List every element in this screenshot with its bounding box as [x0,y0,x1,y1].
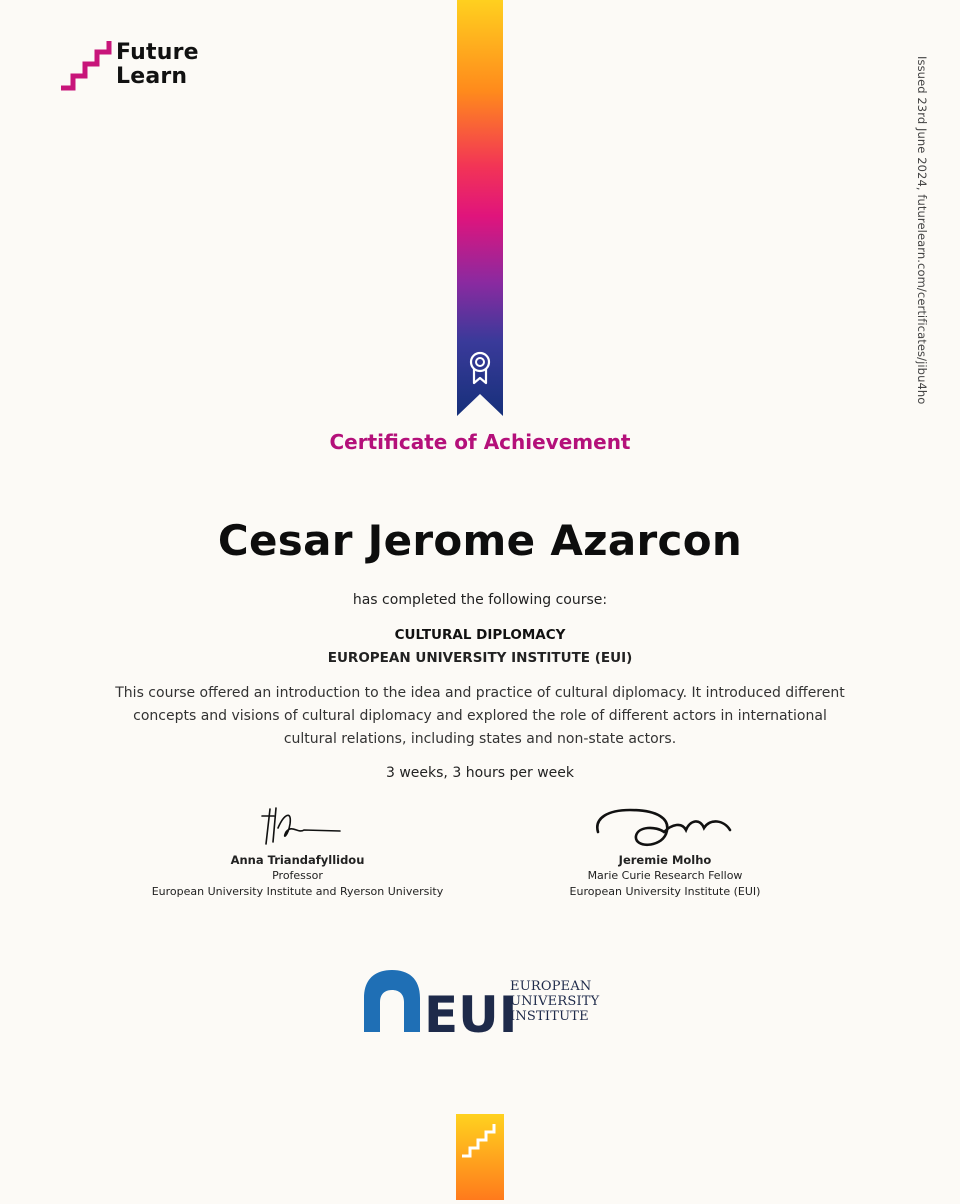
recipient-name: Cesar Jerome Azarcon [217,516,743,565]
issued-note: Issued 23rd June 2024, futurelearn.com/certificates/jibu4ho [915,56,929,405]
signatory-org: European University Institute and Ryerson University [151,885,444,898]
certificate-title: Certificate of Achievement [329,430,631,454]
award-medal-icon [467,350,493,386]
logo-text [116,41,199,89]
eui-logo [362,968,600,1044]
signatory-left [140,798,455,900]
course-description: This course offered an introduction to the idea and practice of cultural diplomacy. It introduced different concepts and visions of cultural diplomacy and explored the role of different actors in international cultural relations, including states and non-state actors. [115,685,845,747]
signatory-role: Marie Curie Research Fellow [587,869,743,882]
logo-line-2: Learn [116,64,188,89]
eui-wordmark [510,979,599,1024]
signatory-name: Anna Triandafyllidou [230,853,365,867]
signature-jeremie [540,798,790,850]
completed-text: has completed the following course: [352,592,608,608]
eui-mark-text: EUI [424,986,518,1044]
signatory-org: European University Institute (EUI) [569,885,761,898]
logo-line-1: Future [116,40,199,65]
signatory-role: Professor [272,869,323,882]
signatory-right [540,798,790,900]
eui-line-2: UNIVERSITY [510,993,600,1009]
course-provider: EUROPEAN UNIVERSITY INSTITUTE (EUI) [327,650,633,666]
course-duration: 3 weeks, 3 hours per week [386,765,574,781]
eui-mark-icon [362,968,518,1044]
eui-line-1: EUROPEAN [510,978,592,994]
futurelearn-logo [60,40,199,90]
eui-line-3: INSTITUTE [510,1008,589,1024]
bottom-stairs-badge [456,1114,504,1200]
course-name: CULTURAL DIPLOMACY [394,627,566,643]
signature-anna [140,798,455,850]
futurelearn-stairs-icon [60,40,110,90]
signatory-name: Jeremie Molho [618,853,712,867]
